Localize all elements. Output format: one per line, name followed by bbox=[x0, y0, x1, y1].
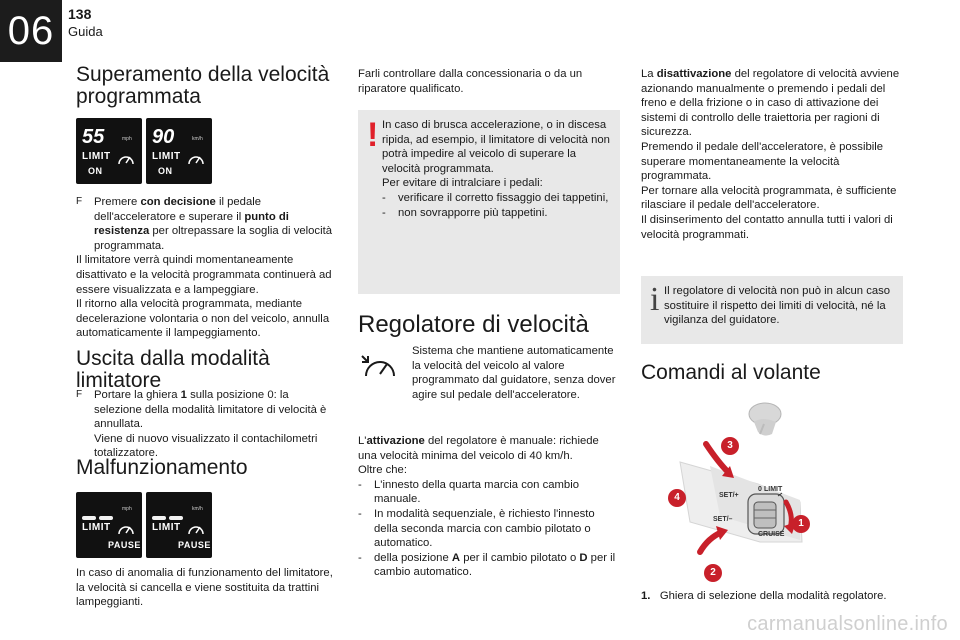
callout-3: 3 bbox=[727, 440, 733, 451]
display-limit-label: LIMIT bbox=[82, 151, 111, 162]
paragraph: Il limitatore verrà quindi momentaneamente disattivato e la velocità programmata continuerà ad essere visualizzata e a lampeggiare. bbox=[76, 254, 332, 296]
steering-wheel-icon bbox=[749, 403, 781, 436]
stalk-label-set-minus: SET/– bbox=[713, 516, 733, 523]
display-speed: 55 bbox=[82, 126, 105, 148]
callout-4: 4 bbox=[674, 492, 680, 503]
stalk-label-zero: 0 bbox=[758, 486, 762, 493]
limiter-display-on-mph bbox=[76, 118, 142, 184]
heading-malfunzionamento: Malfunzionamento bbox=[76, 456, 248, 479]
stalk-label-set-plus: SET/+ bbox=[719, 492, 739, 499]
heading-uscita: Uscita dalla modalità limitatore bbox=[76, 347, 270, 392]
speedometer-limit-icon bbox=[186, 150, 206, 170]
heading-superamento: Superamento della velocità programmata bbox=[76, 63, 330, 108]
malfunzionamento-text: In caso di anomalia di funzionamento del limitatore, la velocità si cancella e viene sostituita da trattini lampeggianti. bbox=[76, 567, 333, 609]
display-pause-label: PAUSE bbox=[178, 540, 211, 550]
display-limit-label: LIMIT bbox=[152, 522, 181, 533]
warning-text: In caso di brusca accelerazione, o in discesa ripida, ad esempio, il limitatore di velocità non potrà impedire al veicolo di superare la velocità programmata. Per evitare di intralciare i pedali: - verificare il corretto fissaggio dei tappetini, - non sovrapporre più tappetini. bbox=[382, 119, 610, 219]
legend-item-1: 1. Ghiera di selezione della modalità regolatore. bbox=[641, 590, 887, 602]
warning-icon: ! bbox=[367, 116, 379, 154]
speedometer-limit-icon bbox=[186, 520, 206, 540]
limiter-display-pause-mph bbox=[76, 492, 142, 558]
display-speed: 90 bbox=[152, 126, 175, 148]
watermark: carmanualsonline.info bbox=[747, 613, 948, 635]
display-on-label: ON bbox=[88, 166, 103, 176]
display-unit: km/h bbox=[192, 136, 203, 142]
attivazione-text: L'attivazione del regolatore è manuale: richiede una velocità minima del veicolo di 40 km/h. Oltre che: - L'innesto della quarta marcia con cambio manuale. - In modalità sequenziale, è richiesto l'innesto della seconda marcia con cambio pilotato o automatico. - della posizione A per il cambio pilotato o D per il cambio automatico. bbox=[358, 435, 616, 579]
display-on-label: ON bbox=[158, 166, 173, 176]
section-name: Guida bbox=[68, 24, 103, 39]
info-text: Il regolatore di velocità non può in alcun caso sostituire il rispetto dei limiti di velocità, né la vigilanza del guidatore. bbox=[664, 285, 891, 327]
page-number: 138 bbox=[68, 6, 92, 22]
display-pause-label: PAUSE bbox=[108, 540, 141, 550]
stalk-label-limit: LIMIT bbox=[764, 486, 783, 493]
callout-1: 1 bbox=[798, 518, 804, 529]
stalk-label-cruise: CRUISE bbox=[758, 531, 785, 538]
speedometer-limit-icon bbox=[116, 520, 136, 540]
disattivazione-text: La disattivazione del regolatore di velocità avviene azionando manualmente o premendo i pedali del freno e della frizione o in caso di attivazione dei sistemi di controllo delle traiettoria per ragioni di sicurezza. Premendo il pedale dell'acceleratore, è possibile superare momentaneamente la velocità programmata. Per tornare alla velocità programmata, è sufficiente rilasciare il pedale dell'acceleratore. Il disinserimento del contatto annulla tutti i valori di velocità programmati. bbox=[641, 68, 900, 241]
display-limit-label: LIMIT bbox=[82, 522, 111, 533]
bullet-icon: F bbox=[76, 389, 83, 400]
uscita-text: F Portare la ghiera 1 sulla posizione 0: la selezione della modalità limitatore di velocità è annullata. Viene di nuovo visualizzato il contachilometri totalizzatore. bbox=[76, 389, 327, 460]
limiter-display-pause-kmh bbox=[146, 492, 212, 558]
speedometer-limit-icon bbox=[116, 150, 136, 170]
regolatore-description: Sistema che mantiene automaticamente la velocità del veicolo al valore programmato dal guidatore, senza dover agire sul pedale dell'acceleratore. bbox=[412, 345, 616, 401]
chapter-number: 06 bbox=[0, 0, 62, 62]
callout-2: 2 bbox=[710, 567, 716, 578]
display-limit-label: LIMIT bbox=[152, 151, 181, 162]
heading-comandi: Comandi al volante bbox=[641, 361, 821, 384]
steering-stalk-illustration bbox=[650, 392, 810, 582]
paragraph-concessionaria: Farli controllare dalla concessionaria o da un riparatore qualificato. bbox=[358, 68, 583, 95]
heading-regolatore: Regolatore di velocità bbox=[358, 311, 589, 338]
superamento-text: F Premere con decisione il pedale dell'acceleratore e superare il punto di resistenza per oltrepassare la soglia di velocità programmata. Il limitatore verrà quindi momentaneamente disattivato e la velocità programmata continuerà ad essere visualizzata e a lampeggiare. Il ritorno alla velocità programmata, mediante decelerazione volontaria o non del veicolo, annulla automaticamente il lampeggiamento. bbox=[76, 195, 338, 341]
display-unit: mph bbox=[122, 506, 132, 512]
limiter-display-on-kmh bbox=[146, 118, 212, 184]
cruise-control-icon bbox=[360, 352, 400, 386]
display-unit: km/h bbox=[192, 506, 203, 512]
info-icon: i bbox=[650, 281, 660, 318]
bullet-icon: F bbox=[76, 196, 83, 207]
display-unit: mph bbox=[122, 136, 132, 142]
paragraph: Il ritorno alla velocità programmata, mediante decelerazione volontaria o non del veicolo, annulla automaticamente il lampeggiamento. bbox=[76, 298, 330, 340]
